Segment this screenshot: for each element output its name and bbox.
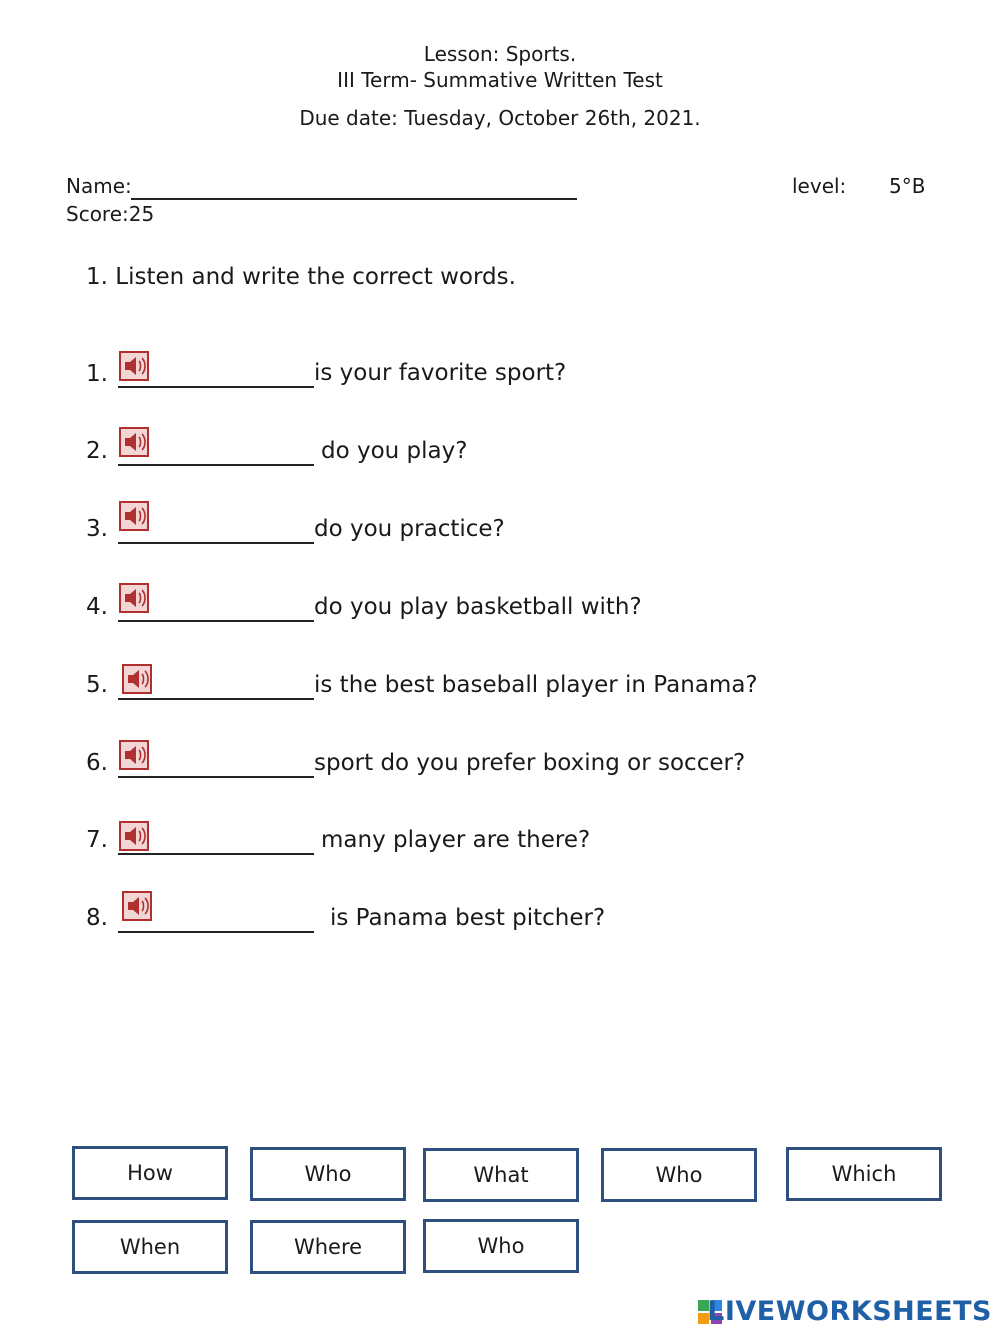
word-card-when[interactable]: When	[72, 1220, 228, 1274]
answer-input[interactable]	[118, 438, 318, 466]
question-text: many player are there?	[321, 827, 591, 853]
question-number: 3.	[86, 516, 108, 542]
question-number: 2.	[86, 438, 108, 464]
question-text: is the best baseball player in Panama?	[314, 672, 758, 698]
answer-input[interactable]	[118, 827, 318, 855]
lesson-title: Lesson: Sports.	[423, 42, 577, 66]
question-text: do you play basketball with?	[314, 594, 642, 620]
answer-input[interactable]	[118, 594, 318, 622]
question-text: is your favorite sport?	[314, 360, 567, 386]
question-text: do you practice?	[314, 516, 505, 542]
word-card-what[interactable]: What	[423, 1148, 579, 1202]
level-value: 5°B	[889, 174, 926, 198]
name-field[interactable]	[134, 172, 578, 198]
question-text: sport do you prefer boxing or soccer?	[314, 750, 746, 776]
answer-input[interactable]	[118, 750, 318, 778]
question-number: 1.	[86, 361, 108, 387]
question-number: 6.	[86, 750, 108, 776]
question-number: 5.	[86, 672, 108, 698]
word-card-who[interactable]: Who	[423, 1219, 579, 1273]
name-label: Name:	[66, 174, 132, 198]
level-label: level:	[792, 174, 847, 198]
due-date: Due date: Tuesday, October 26th, 2021.	[299, 106, 701, 130]
question-number: 7.	[86, 827, 108, 853]
answer-input[interactable]	[118, 360, 318, 388]
word-card-who[interactable]: Who	[250, 1147, 406, 1201]
word-card-where[interactable]: Where	[250, 1220, 406, 1274]
question-text: do you play?	[321, 438, 468, 464]
answer-input[interactable]	[118, 516, 318, 544]
answer-input[interactable]	[118, 672, 318, 700]
score-label: Score:25	[66, 202, 155, 226]
test-title: III Term- Summative Written Test	[337, 68, 663, 92]
brand-name[interactable]: LIVEWORKSHEETS	[707, 1296, 992, 1327]
question-number: 4.	[86, 594, 108, 620]
word-card-how[interactable]: How	[72, 1146, 228, 1200]
question-number: 8.	[86, 905, 108, 931]
answer-input[interactable]	[118, 905, 318, 933]
word-card-which[interactable]: Which	[786, 1147, 942, 1201]
question-text: is Panama best pitcher?	[330, 905, 606, 931]
instruction: 1. Listen and write the correct words.	[86, 264, 516, 290]
word-card-who[interactable]: Who	[601, 1148, 757, 1202]
